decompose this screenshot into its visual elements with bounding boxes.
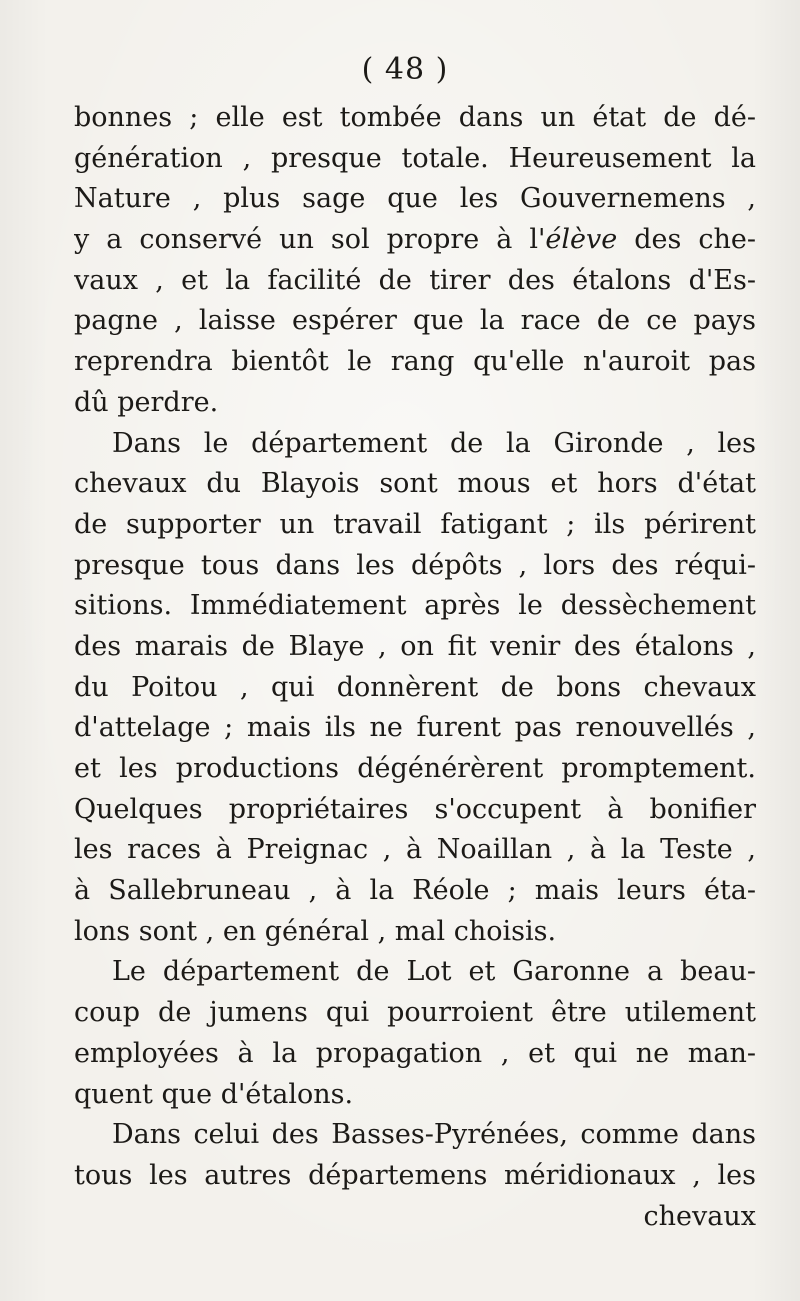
- text-line-14: des marais de Blaye , on fit venir des étalons ,: [74, 630, 756, 662]
- text-line-9: Dans le département de la Gironde , les: [112, 427, 756, 459]
- text-line-27: tous les autres départemens méridionaux , les: [74, 1159, 756, 1191]
- text-line-5: vaux , et la facilité de tirer des étalons d'Es-: [74, 264, 756, 296]
- text-line-25: quent que d'étalons.: [74, 1078, 354, 1110]
- text-line-6: pagne , laisse espérer que la race de ce pays: [74, 305, 756, 337]
- text-line-4-start: y a conservé un sol propre à l': [74, 224, 546, 256]
- text-line-18: Quelques propriétaires s'occupent à bonifier: [74, 793, 756, 825]
- text-line-20: à Sallebruneau , à la Réole ; mais leurs éta-: [74, 875, 756, 907]
- text-line-24: employées à la propagation , et qui ne man-: [74, 1037, 756, 1069]
- page-number: ( 48 ): [361, 52, 449, 87]
- text-line-8: dû perdre.: [74, 386, 219, 418]
- text-line-17: et les productions dégénérèrent promptement.: [74, 753, 756, 784]
- text-line-16: d'attelage ; mais ils ne furent pas renouvellés ,: [74, 712, 756, 744]
- text-line-1: bonnes ; elle est tombée dans un état de dé-: [74, 102, 756, 133]
- text-line-21: lons sont , en général , mal choisis.: [74, 915, 557, 947]
- text-line-15: du Poitou , qui donnèrent de bons chevaux: [74, 671, 756, 703]
- text-line-12: presque tous dans les dépôts , lors des réqui-: [74, 549, 756, 581]
- text-line-4-end: des che-: [617, 224, 756, 256]
- body-text: [74, 98, 756, 1237]
- text-line-22: Le département de Lot et Garonne a beau-: [112, 956, 756, 988]
- text-line-11: de supporter un travail fatigant ; ils périrent: [74, 508, 756, 540]
- catchword: chevaux: [643, 1200, 756, 1232]
- italic-word-eleve: élève: [545, 224, 618, 256]
- text-line-4: [74, 220, 756, 261]
- text-line-19: les races à Preignac , à Noaillan , à la Teste ,: [74, 834, 756, 866]
- text-line-23: coup de jumens qui pourroient être utilement: [74, 997, 756, 1029]
- text-line-2: génération , presque totale. Heureusement la: [74, 142, 756, 174]
- text-line-3: Nature , plus sage que les Gouvernemens ,: [74, 183, 756, 215]
- text-line-13: sitions. Immédiatement après le dessèchement: [74, 590, 756, 622]
- text-line-26: Dans celui des Basses-Pyrénées, comme dans: [112, 1119, 756, 1151]
- text-line-7: reprendra bientôt le rang qu'elle n'auroit pas: [74, 346, 756, 378]
- text-line-10: chevaux du Blayois sont mous et hors d'état: [74, 468, 756, 500]
